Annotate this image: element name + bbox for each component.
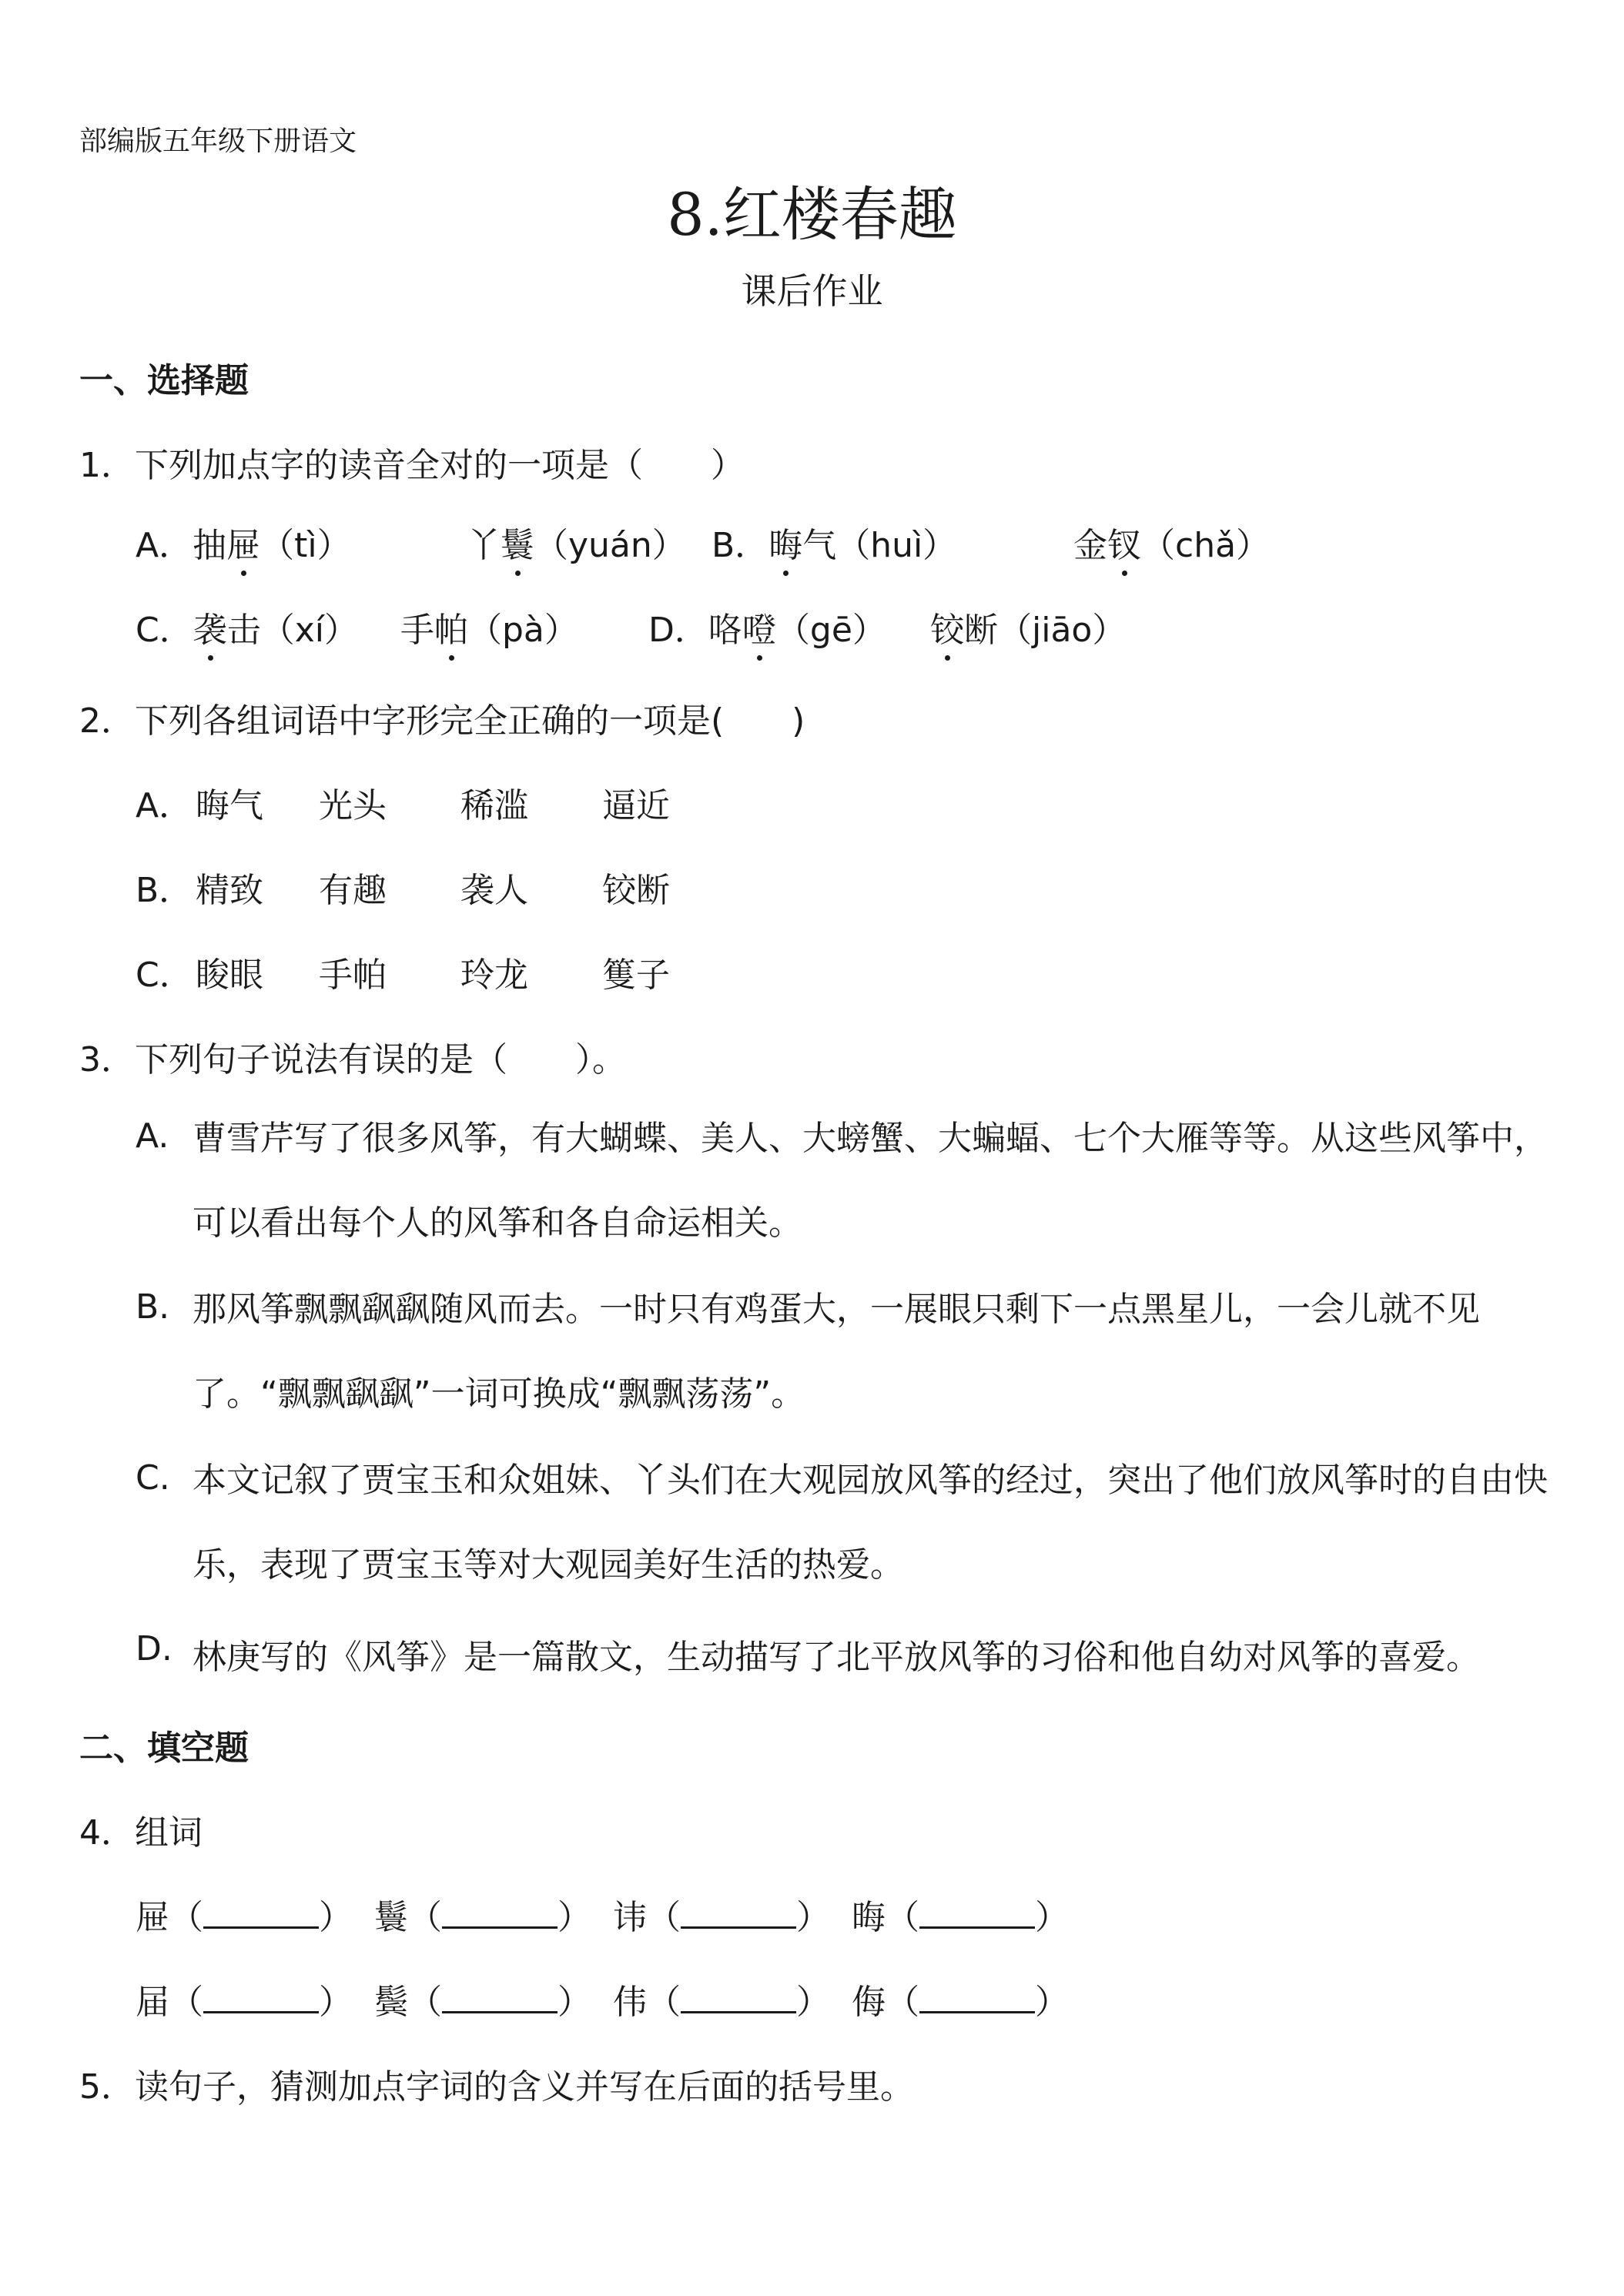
q2-option-c-word: 睃眼 [196, 956, 263, 995]
q2-option-a-word: 晦气 [196, 786, 263, 825]
q4-row-2 [136, 1974, 1069, 2023]
word-blank: 伟（ ） [613, 1983, 830, 2022]
q1-option-d: D．咯噔（gē） [648, 602, 886, 651]
q2-option-b-word: 铰断 [602, 871, 670, 910]
dotted-char: 晦 [768, 517, 802, 567]
q3-option-a-text: 曹雪芹写了很多风筝，有大蝴蝶、美人、大螃蟹、大蝙蝠、七个大雁等等。从这些风筝中，可以看出每个人的风筝和各自命运相关。 [193, 1119, 1548, 1243]
q1-option-b-word2: 金钗（chǎ） [1073, 517, 1270, 567]
answer-blank[interactable] [919, 1899, 1035, 1929]
option-label: A． [136, 526, 193, 565]
q3-option-c-label: C. [136, 1458, 170, 1498]
q2-option-c-word: 篗子 [602, 956, 670, 995]
q2-option-b-word: 袭人 [460, 871, 528, 910]
page-subtitle: 课后作业 [741, 270, 883, 312]
answer-blank[interactable] [203, 1983, 319, 2013]
word-blank: 晦（ ） [852, 1898, 1069, 1937]
answer-blank[interactable] [681, 1983, 796, 2013]
q1-option-a-word2: 丫鬟（yuán） [467, 517, 686, 567]
question-1-stem: 1．下列加点字的读音全对的一项是（ ） [79, 446, 745, 485]
dotted-char: 钗 [1107, 517, 1141, 567]
q4-row-1 [136, 1889, 1069, 1939]
q3-option-b-text: 那风筝飘飘飖飖随风而去。一时只有鸡蛋大，一展眼只剩下一点黑星儿，一会儿就不见了。“飘飘飖飖”一词可换成“飘飘荡荡”。 [193, 1290, 1480, 1414]
q2-option-a-word: 逼近 [602, 786, 670, 825]
q2-option-a: A． [136, 786, 193, 825]
word-blank: 届（ ） [136, 1983, 353, 2022]
q2-option-c-word: 玲龙 [460, 956, 528, 995]
q1-option-b: B．晦气（huì） [712, 517, 956, 567]
dotted-char: 屉 [226, 517, 260, 567]
word-blank: 讳（ ） [613, 1898, 830, 1937]
page-title: 8.红楼春趣 [667, 180, 957, 249]
q3-option-a-label: A. [136, 1116, 169, 1156]
q2-option-c: C． [136, 956, 193, 995]
word-blank: 鬟（ ） [374, 1898, 591, 1937]
q2-option-a-word: 光头 [319, 786, 387, 825]
header-note: 部编版五年级下册语文 [79, 126, 357, 157]
word-blank: 鬓（ ） [374, 1983, 591, 2022]
q1-option-a: A．抽屉（tì） [136, 517, 351, 567]
dotted-char: 袭 [193, 602, 227, 651]
dotted-char: 噔 [742, 602, 776, 651]
q2-option-b-word: 精致 [196, 871, 263, 910]
question-3-stem: 3．下列句子说法有误的是（ ）。 [79, 1040, 626, 1079]
dotted-char: 帕 [434, 602, 468, 651]
section-heading-choice: 一、选择题 [79, 361, 249, 400]
q1-option-d-word2: 铰断（jiāo） [930, 602, 1126, 651]
question-2-stem: 2．下列各组词语中字形完全正确的一项是( ) [79, 701, 805, 741]
option-label: B． [712, 526, 769, 565]
option-label: D． [648, 611, 708, 650]
word-blank: 侮（ ） [852, 1983, 1069, 2022]
q1-option-c-word2: 手帕（pà） [400, 602, 578, 651]
q3-option-b-label: B. [136, 1287, 170, 1327]
answer-blank[interactable] [203, 1899, 319, 1929]
dotted-char: 鬟 [501, 517, 534, 567]
q3-option-d-label: D. [136, 1629, 172, 1668]
q3-option-d-text: 林庚写的《风筝》是一篇散文，生动描写了北平放风筝的习俗和他自幼对风筝的喜爱。 [193, 1638, 1480, 1677]
q2-option-b: B． [136, 871, 193, 910]
answer-blank[interactable] [442, 1983, 558, 2013]
word-blank: 屉（ ） [136, 1898, 353, 1937]
q2-option-c-word: 手帕 [319, 956, 387, 995]
q1-option-c: C．袭击（xí） [136, 602, 358, 651]
answer-blank[interactable] [919, 1983, 1035, 2013]
q2-option-b-word: 有趣 [319, 871, 387, 910]
answer-blank[interactable] [442, 1899, 558, 1929]
question-4-stem: 4．组词 [79, 1813, 203, 1853]
q3-option-c-text: 本文记叙了贾宝玉和众姐妹、丫头们在大观园放风筝的经过，突出了他们放风筝时的自由快乐，表现了贾宝玉等对大观园美好生活的热爱。 [193, 1461, 1548, 1585]
question-5-stem: 5．读句子，猜测加点字词的含义并写在后面的括号里。 [79, 2067, 914, 2107]
section-heading-fill: 二、填空题 [79, 1729, 249, 1768]
option-label: C． [136, 611, 193, 650]
answer-blank[interactable] [681, 1899, 796, 1929]
dotted-char: 铰 [930, 602, 964, 651]
q2-option-a-word: 稀滥 [460, 786, 528, 825]
